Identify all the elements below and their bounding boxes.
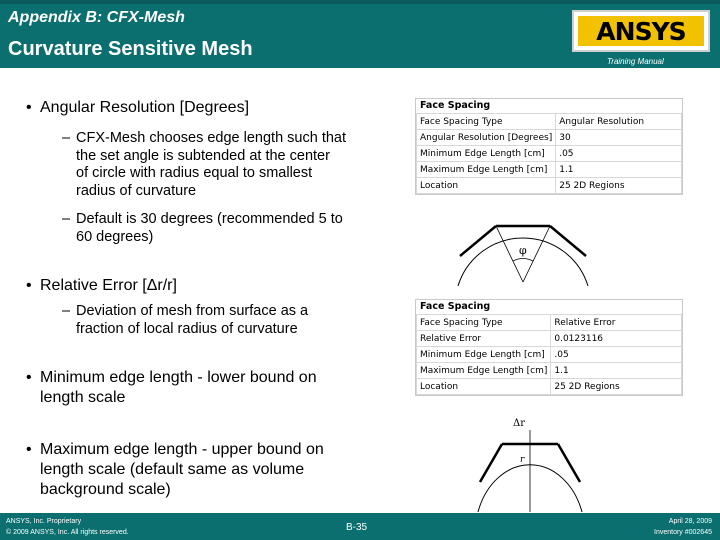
- sub-line: 60 degrees): [76, 228, 154, 245]
- footer-proprietary: ANSYS, Inc. Proprietary: [6, 518, 82, 525]
- property-key: Location: [417, 379, 551, 395]
- header-band: [0, 0, 720, 68]
- sub-line: Default is 30 degrees (recommended 5 to: [76, 211, 343, 227]
- bullet-line: length scale (default same as volume: [40, 461, 305, 478]
- bullet-dot: •: [26, 369, 32, 386]
- property-key: Angular Resolution [Degrees]: [417, 130, 556, 146]
- table-row[interactable]: [417, 331, 682, 347]
- property-key: Relative Error: [417, 331, 551, 347]
- angle-arc: [513, 259, 533, 262]
- property-grid: [416, 314, 682, 395]
- bullet-dot: •: [26, 441, 32, 458]
- footer-copyright: © 2009 ANSYS, Inc. All rights reserved.: [6, 529, 129, 536]
- training-manual-label: Training Manual: [607, 57, 664, 66]
- bullet-relative-error: [26, 276, 177, 296]
- table-row[interactable]: [417, 363, 682, 379]
- table-row[interactable]: [417, 178, 682, 194]
- property-value[interactable]: 1.1: [551, 363, 682, 379]
- sub-line: of circle with radius equal to smallest: [76, 165, 313, 181]
- property-key: Maximum Edge Length [cm]: [417, 162, 556, 178]
- sub-bullet-deviation: [62, 303, 309, 338]
- sub-line: CFX-Mesh chooses edge length such that: [76, 130, 347, 146]
- property-value[interactable]: Angular Resolution: [556, 114, 682, 130]
- mesh-edge: [460, 226, 496, 256]
- property-value[interactable]: Relative Error: [551, 315, 682, 331]
- bullet-angular-resolution: [26, 98, 250, 118]
- property-value[interactable]: 25 2D Regions: [556, 178, 682, 194]
- logo-text: ANSYS: [596, 16, 686, 46]
- dash-symbol: –: [62, 211, 71, 227]
- logo-plate: [578, 16, 704, 46]
- footer-inventory: Inventory #002645: [654, 529, 712, 536]
- sub-bullet-default: [62, 211, 343, 246]
- dash-symbol: –: [62, 303, 71, 319]
- table-title: Face Spacing: [420, 301, 491, 312]
- radius-label: r: [520, 455, 525, 465]
- bullet-text: Relative Error [Δr/r]: [40, 277, 177, 294]
- property-key: Minimum Edge Length [cm]: [417, 347, 551, 363]
- table-row[interactable]: [417, 146, 682, 162]
- bullet-dot: •: [26, 277, 32, 294]
- bullet-text: Angular Resolution [Degrees]: [40, 99, 250, 116]
- table-row[interactable]: [417, 114, 682, 130]
- radius-line: [523, 226, 550, 282]
- bullet-dot: •: [26, 99, 32, 116]
- angular-resolution-diagram: [448, 204, 598, 286]
- footer-band: [0, 513, 720, 540]
- ansys-logo: [572, 10, 710, 52]
- property-key: Face Spacing Type: [417, 315, 551, 331]
- table-title: Face Spacing: [420, 100, 491, 111]
- property-key: Face Spacing Type: [417, 114, 556, 130]
- property-key: Maximum Edge Length [cm]: [417, 363, 551, 379]
- face-spacing-table-angular: [415, 98, 683, 195]
- table-row[interactable]: [417, 162, 682, 178]
- slide-title: Curvature Sensitive Mesh: [8, 38, 253, 60]
- table-row[interactable]: [417, 315, 682, 331]
- mesh-edge: [480, 444, 502, 482]
- sub-line: Deviation of mesh from surface as a: [76, 303, 309, 319]
- table-row[interactable]: [417, 347, 682, 363]
- property-value[interactable]: 0.0123116: [551, 331, 682, 347]
- property-key: Location: [417, 178, 556, 194]
- relative-error-diagram: [470, 412, 590, 512]
- angle-label: φ: [519, 244, 527, 257]
- property-value[interactable]: 30: [556, 130, 682, 146]
- bullet-minimum-edge: [26, 368, 317, 408]
- page-number: B-35: [346, 522, 368, 533]
- property-value[interactable]: .05: [556, 146, 682, 162]
- property-value[interactable]: 1.1: [556, 162, 682, 178]
- bullet-line: Minimum edge length - lower bound on: [40, 369, 317, 386]
- sub-line: the set angle is subtended at the center: [76, 147, 330, 164]
- property-value[interactable]: 25 2D Regions: [551, 379, 682, 395]
- table-row[interactable]: [417, 379, 682, 395]
- table-row[interactable]: [417, 130, 682, 146]
- delta-r-label: Δr: [513, 418, 526, 429]
- bullet-maximum-edge: [26, 440, 324, 500]
- bullet-line: background scale): [40, 481, 171, 498]
- section-subtitle: Appendix B: CFX-Mesh: [8, 9, 185, 26]
- header-stripe: [0, 0, 720, 4]
- property-value[interactable]: .05: [551, 347, 682, 363]
- property-grid: [416, 113, 682, 194]
- sub-line: fraction of local radius of curvature: [76, 320, 298, 337]
- bullet-line: Maximum edge length - upper bound on: [40, 441, 324, 458]
- bullet-line: length scale: [40, 389, 126, 406]
- dash-symbol: –: [62, 130, 71, 146]
- mesh-edge: [558, 444, 580, 482]
- face-spacing-table-relative: [415, 299, 683, 396]
- sub-line: radius of curvature: [76, 182, 197, 199]
- sub-bullet-edge-length: [62, 130, 347, 200]
- property-key: Minimum Edge Length [cm]: [417, 146, 556, 162]
- footer-date: April 28, 2009: [668, 518, 712, 525]
- mesh-edge: [550, 226, 586, 256]
